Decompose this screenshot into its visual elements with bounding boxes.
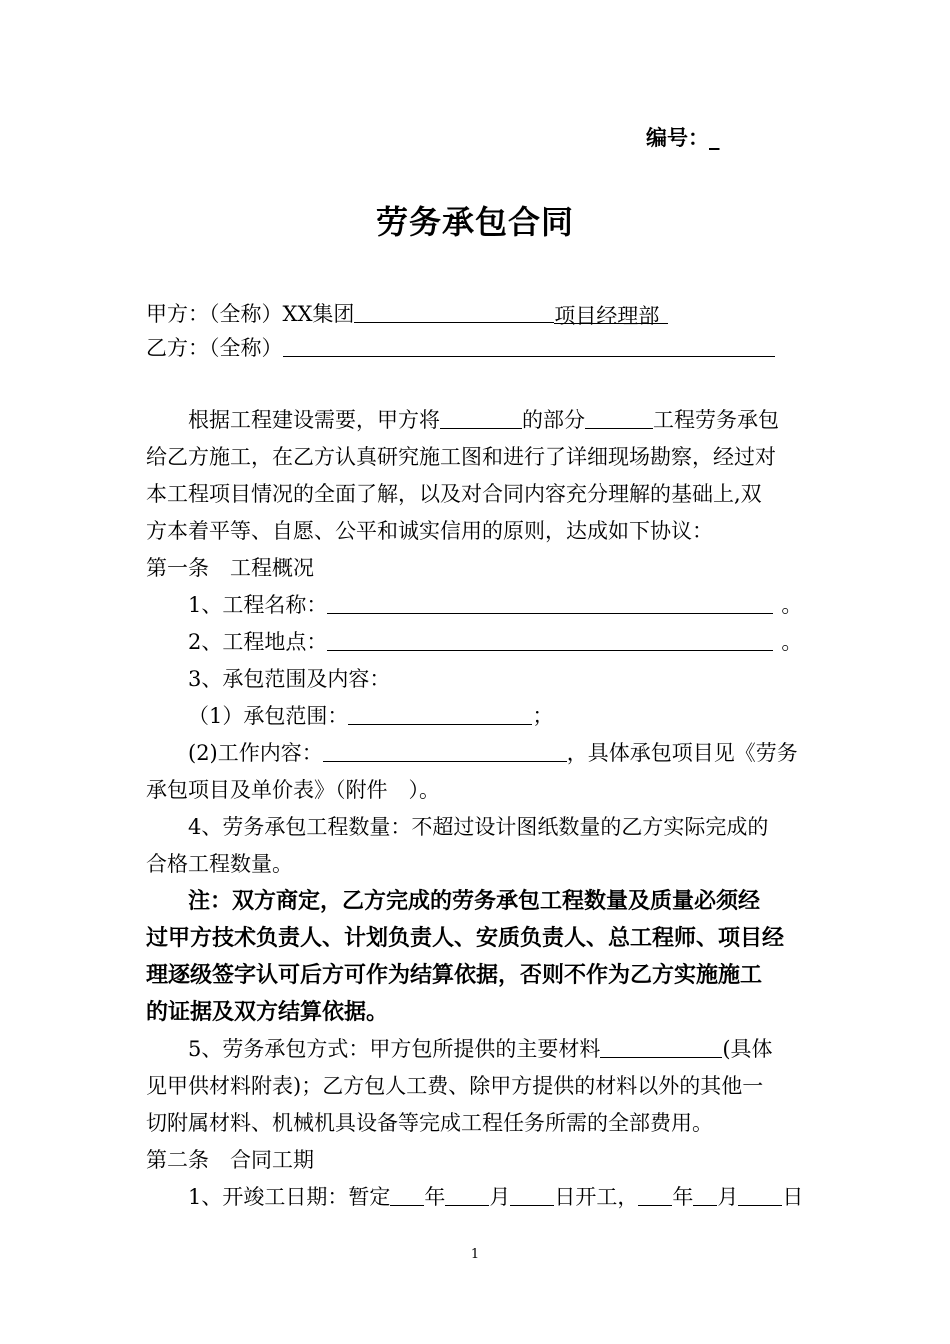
- party-b-line: [146, 331, 810, 365]
- party-b-blank: [283, 332, 775, 357]
- contract-method-line-1: 5、劳务承包方式：甲方包所提供的主要材料 (具体: [188, 1032, 810, 1066]
- end-day-blank: [738, 1181, 782, 1206]
- work-content-line-2: 承包项目及单价表》（附件 ）。: [146, 778, 440, 802]
- start-day-blank: [510, 1181, 554, 1206]
- party-a-prefix: 甲方：（全称）XX集团: [146, 302, 355, 326]
- party-a-blank: [354, 298, 554, 323]
- start-end-date-line: 1、开竣工日期：暂定 年 月 日开工， 年 月 日: [188, 1180, 810, 1214]
- document-title: 劳务承包合同: [375, 203, 574, 241]
- contract-method-line-3: 切附属材料、机械机具设备等完成工程任务所需的全部费用。: [146, 1111, 713, 1135]
- article-1-heading: 第一条 工程概况: [146, 556, 314, 580]
- serial-number-label: 编号：_: [646, 125, 720, 150]
- intro-line-4: 方本着平等、自愿、公平和诚实信用的原则，达成如下协议：: [146, 519, 713, 543]
- start-month-blank: [445, 1181, 489, 1206]
- party-b-prefix: 乙方：（全称）: [146, 336, 283, 360]
- project-name-line: 1、工程名称： 。: [188, 588, 810, 622]
- article-2-heading: 第二条 合同工期: [146, 1148, 314, 1172]
- start-year-blank: [390, 1181, 424, 1206]
- scope-range-line: （1）承包范围： ；: [188, 699, 810, 733]
- blank-project: [440, 404, 522, 429]
- work-content-line: (2)工作内容： ，具体承包项目见《劳务: [188, 736, 810, 770]
- note-line-2: 过甲方技术负责人、计划负责人、安质负责人、总工程师、项目经: [146, 925, 785, 951]
- note-line-1: 注：双方商定，乙方完成的劳务承包工程数量及质量必须经: [188, 888, 761, 914]
- quantity-line-1: 4、劳务承包工程数量：不超过设计图纸数量的乙方实际完成的: [188, 815, 769, 839]
- intro-line-1: 根据工程建设需要，甲方将 的部分 工程劳务承包: [146, 403, 810, 437]
- page-number: 1: [470, 1247, 480, 1262]
- end-month-blank: [693, 1181, 717, 1206]
- note-line-4: 的证据及双方结算依据。: [146, 999, 389, 1025]
- end-year-blank: [638, 1181, 672, 1206]
- intro-line-2: 给乙方施工，在乙方认真研究施工图和进行了详细现场勘察，经过对: [146, 445, 776, 469]
- quantity-line-2: 合格工程数量。: [146, 852, 293, 876]
- scope-heading: 3、承包范围及内容：: [188, 667, 391, 691]
- project-location-blank: [327, 626, 773, 651]
- project-location-line: 2、工程地点： 。: [188, 625, 810, 659]
- contract-method-line-2: 见甲供材料附表)；乙方包人工费、除甲方提供的材料以外的其他一: [146, 1074, 764, 1098]
- work-content-blank: [323, 737, 567, 762]
- blank-part: [585, 404, 653, 429]
- materials-blank: [600, 1033, 722, 1058]
- intro-line-3: 本工程项目情况的全面了解，以及对合同内容充分理解的基础上,双: [146, 482, 762, 506]
- note-line-3: 理逐级签字认可后方可作为结算依据，否则不作为乙方实施施工: [146, 962, 763, 988]
- party-a-line: [146, 297, 810, 331]
- scope-range-blank: [348, 700, 532, 725]
- project-name-blank: [327, 589, 773, 614]
- party-a-suffix: 项目经理部: [554, 299, 668, 324]
